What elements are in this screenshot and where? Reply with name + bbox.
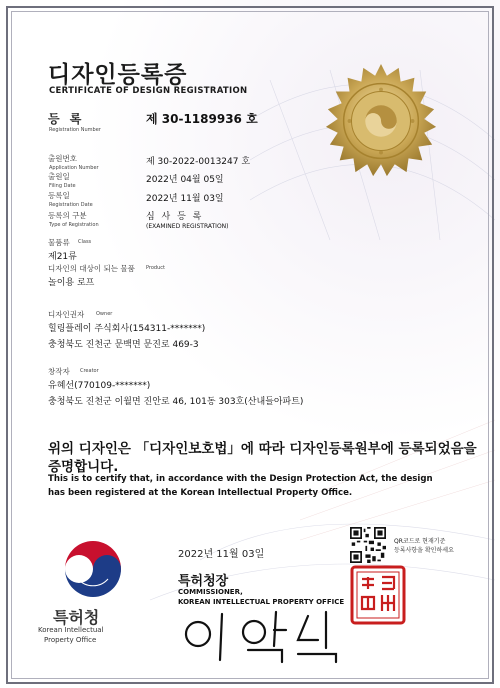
- certification-ko-line1: 위의 디자인은 「디자인보호법」에 따라 디자인등록원부에 등록되었음을: [48, 441, 477, 457]
- logo-text-en1: Korean Intellectual: [38, 626, 104, 634]
- commissioner-signature: [176, 606, 356, 666]
- certification-en-line1: This is to certify that, in accordance with the Design Protection Act, the design: [48, 474, 433, 484]
- application-number-label-ko: 출원번호: [48, 154, 77, 163]
- logo-text-ko: 특허청: [53, 608, 100, 627]
- red-official-stamp-icon: [350, 565, 406, 625]
- gold-seal-icon: [322, 62, 440, 180]
- registration-date-value: 2022년 11월 03일: [146, 194, 224, 204]
- commissioner-title-ko: 특허청장: [178, 574, 229, 589]
- product-label-en: Product: [146, 265, 165, 271]
- kipo-taegeuk-logo-icon: [58, 534, 128, 604]
- registration-label-en: Registration Number: [49, 127, 101, 133]
- title-english: CERTIFICATE OF DESIGN REGISTRATION: [49, 86, 248, 96]
- certification-en-line2: has been registered at the Korean Intellectual Property Office.: [48, 488, 353, 498]
- registration-type-value-en: (EXAMINED REGISTRATION): [146, 223, 229, 230]
- class-label-ko: 물품류: [48, 238, 70, 247]
- qr-note-line1: QR코드로 현재기준: [394, 538, 446, 545]
- filing-date-label-en: Filing Date: [49, 183, 76, 189]
- owner-address: 충청북도 진천군 문백면 문진로 469-3: [48, 340, 199, 350]
- commissioner-title-en1: COMMISSIONER,: [178, 588, 243, 596]
- creator-name: 유혜선(770109-*******): [48, 381, 151, 391]
- title-korean: 디자인등록증: [48, 62, 188, 88]
- qr-code-icon: [350, 527, 386, 563]
- qr-note-line2: 등록사항을 확인하세요: [394, 547, 454, 554]
- registration-date-label-en: Registration Date: [49, 202, 93, 208]
- owner-name: 힐링플레이 주식회사(154311-*******): [48, 324, 206, 334]
- registration-type-label-en: Type of Registration: [49, 222, 99, 228]
- certification-ko-line2: 증명합니다.: [48, 459, 119, 475]
- application-number-label-en: Application Number: [49, 165, 99, 171]
- filing-date-value: 2022년 04월 05일: [146, 175, 224, 185]
- commissioner-title-en2: KOREAN INTELLECTUAL PROPERTY OFFICE: [178, 598, 345, 606]
- application-number-value: 제 30-2022-0013247 호: [146, 157, 251, 167]
- creator-label-en: Creator: [80, 368, 99, 374]
- issue-date: 2022년 11월 03일: [178, 549, 265, 560]
- creator-address: 충청북도 진천군 이월면 진안로 46, 101동 303호(산내들아파트): [48, 397, 304, 407]
- owner-label-en: Owner: [96, 311, 113, 317]
- registration-label-ko: 등 록: [48, 112, 85, 126]
- creator-label-ko: 창작자: [48, 367, 70, 376]
- registration-type-label-ko: 등록의 구분: [48, 211, 87, 220]
- registration-number: 제 30-1189936 호: [146, 112, 258, 126]
- product-value: 놀이용 로프: [48, 278, 95, 288]
- class-label-en: Class: [78, 239, 92, 245]
- owner-label-ko: 디자인권자: [48, 310, 85, 319]
- class-value: 제21류: [48, 252, 77, 262]
- signature-text: 이 인 실: [176, 606, 180, 607]
- registration-date-label-ko: 등록일: [48, 191, 70, 200]
- registration-type-value: 심 사 등 록: [146, 212, 204, 222]
- filing-date-label-ko: 출원일: [48, 172, 70, 181]
- logo-text-en2: Property Office: [44, 636, 97, 644]
- product-label-ko: 디자인의 대상이 되는 물품: [48, 264, 135, 273]
